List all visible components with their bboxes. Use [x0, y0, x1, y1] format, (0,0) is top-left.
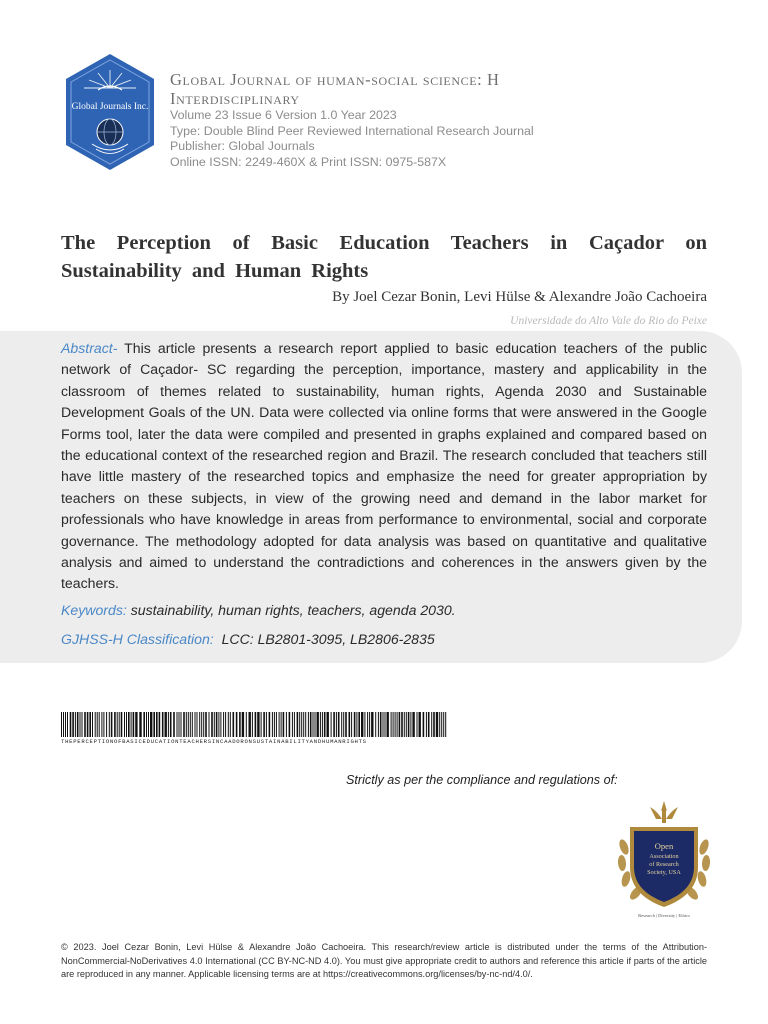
barcode-bar	[343, 712, 344, 737]
barcode-bar	[179, 712, 180, 737]
copyright-notice: © 2023. Joel Cezar Bonin, Levi Hülse & Alexandre João Cachoeira. This research/review article is distributed under the terms of the Attribution-NonCommercial-NoDerivatives 4.0 International (CC BY-NC-ND 4.0). You must give appropriate credit to authors and reference this article if parts of the article are reproduced in any manner. Applicable licensing terms are at https://creativecommons.org/licenses/by-nc-nd/4.0/.	[61, 942, 707, 979]
barcode-bar	[406, 712, 407, 737]
barcode-bar	[236, 712, 238, 737]
barcode-bar	[220, 712, 221, 737]
barcode-bar	[380, 712, 382, 737]
barcode-bar	[408, 712, 410, 737]
classification	[61, 631, 435, 647]
issn-line: Online ISSN: 2249-460X & Print ISSN: 0975-587X	[170, 154, 447, 169]
barcode-bar	[67, 712, 68, 737]
volume-line: Volume 23 Issue 6 Version 1.0 Year 2023	[170, 108, 397, 122]
barcode-bar	[341, 712, 342, 737]
barcode-bar	[177, 712, 178, 737]
barcode-bar	[445, 712, 446, 737]
barcode-bar	[308, 712, 309, 737]
barcode-bar	[356, 712, 357, 737]
barcode-bar	[393, 712, 394, 737]
keywords-label: Keywords:	[61, 602, 127, 618]
barcode-bar	[173, 712, 175, 737]
barcode-bar	[223, 712, 224, 737]
barcode-bar	[276, 712, 277, 737]
barcode-bar	[128, 712, 130, 737]
barcode-bar	[119, 712, 120, 737]
svg-text:Open: Open	[654, 841, 674, 851]
barcode-bar	[378, 712, 379, 737]
barcode-bar	[146, 712, 147, 737]
barcode-bar	[338, 712, 340, 737]
keywords-text: sustainability, human rights, teachers, agenda 2030.	[126, 602, 456, 618]
barcode-bar	[162, 712, 164, 737]
barcode-bar	[242, 712, 244, 737]
barcode-bar	[209, 712, 210, 737]
barcode-bar	[283, 712, 285, 737]
barcode-bar	[269, 712, 271, 737]
barcode-bar	[214, 712, 215, 737]
barcode-bar	[361, 712, 363, 737]
classification-label: GJHSS-H Classification:	[61, 631, 214, 647]
barcode-bar	[165, 712, 167, 737]
barcode-bar	[126, 712, 127, 737]
barcode-bar	[410, 712, 411, 737]
barcode-bar	[294, 712, 295, 737]
journal-title-line1: Global Journal of human-social science: H	[170, 70, 500, 89]
barcode-bar	[143, 712, 145, 737]
barcode-bar	[124, 712, 125, 737]
barcode-bar	[133, 712, 135, 737]
global-journals-logo	[62, 52, 158, 172]
barcode-bar	[423, 712, 425, 737]
barcode-bar	[131, 712, 132, 737]
barcode-bar	[218, 712, 219, 737]
barcode-bar	[121, 712, 123, 737]
authors: By Joel Cezar Bonin, Levi Hülse & Alexandre João Cachoeira	[332, 289, 707, 305]
barcode-bar	[225, 712, 226, 737]
barcode-bar	[369, 712, 370, 737]
barcode-bar	[391, 712, 392, 737]
barcode-bar	[114, 712, 116, 737]
type-line: Type: Double Blind Peer Reviewed International Research Journal	[170, 123, 534, 138]
barcode-bar	[99, 712, 100, 737]
barcode-bar	[192, 712, 193, 737]
svg-text:Association: Association	[649, 853, 679, 860]
barcode-bar	[77, 712, 79, 737]
barcode-bar	[257, 712, 259, 737]
barcode-bar	[367, 712, 368, 737]
abstract	[61, 338, 707, 595]
barcode-bar	[190, 712, 191, 737]
barcode-bar	[286, 712, 287, 737]
barcode-bar	[70, 712, 72, 737]
barcode-bar	[333, 712, 335, 737]
barcode-bar	[441, 712, 442, 737]
barcode-bar	[230, 712, 231, 737]
barcode-bar	[303, 712, 304, 737]
barcode-bar	[404, 712, 405, 737]
keywords	[61, 602, 456, 618]
barcode-bar	[331, 712, 332, 737]
barcode-bar	[95, 712, 96, 737]
barcode-bar	[417, 712, 418, 737]
journal-title-line2: Interdisciplinary	[170, 89, 300, 108]
barcode-bar	[317, 712, 319, 737]
barcode-bar	[197, 712, 198, 737]
barcode-bar	[211, 712, 213, 737]
compliance-note: Strictly as per the compliance and regulations of:	[346, 773, 618, 787]
barcode-bar	[419, 712, 421, 737]
barcode-bar	[63, 712, 64, 737]
barcode-bar	[292, 712, 293, 737]
barcode-bar	[345, 712, 347, 737]
barcode-bar	[349, 712, 351, 737]
barcode-bar	[150, 712, 152, 737]
svg-text:Society, USA: Society, USA	[647, 869, 681, 876]
barcode-bar	[279, 712, 280, 737]
publisher-line: Publisher: Global Journals	[170, 139, 315, 153]
barcode-bar	[159, 712, 161, 737]
barcode-bar	[239, 712, 241, 737]
barcode-bar	[153, 712, 155, 737]
barcode-bar	[72, 712, 74, 737]
barcode-bar	[397, 712, 398, 737]
barcode-bar	[412, 712, 414, 737]
open-association-seal	[612, 797, 716, 921]
barcode-bar	[168, 712, 169, 737]
barcode-bar	[233, 712, 235, 737]
barcode-bar	[443, 712, 444, 737]
barcode-bar	[431, 712, 432, 737]
barcode-bar	[75, 712, 76, 737]
barcode-bar	[426, 712, 427, 737]
svg-text:Research | Diversity | Ethics: Research | Diversity | Ethics	[638, 913, 690, 918]
barcode-bar	[65, 712, 66, 737]
barcode-bar	[181, 712, 182, 737]
barcode-bar	[203, 712, 204, 737]
barcode	[61, 712, 449, 737]
svg-text:of Research: of Research	[649, 861, 679, 868]
barcode-bar	[299, 712, 300, 737]
barcode-bar	[324, 712, 326, 737]
barcode-bar	[436, 712, 438, 737]
journal-header	[170, 70, 730, 170]
barcode-bar	[395, 712, 396, 737]
svg-text:Global Journals Inc.: Global Journals Inc.	[71, 102, 149, 112]
barcode-bar	[170, 712, 172, 737]
barcode-bar	[313, 712, 314, 737]
barcode-bar	[322, 712, 323, 737]
barcode-bar	[263, 712, 265, 737]
barcode-bar	[80, 712, 81, 737]
barcode-text: THEPERCEPTIONOFBASICEDUCATIONTEACHERSINCAADORONSUSTAINABILITYANDHUMANRIGHTS	[61, 738, 367, 745]
barcode-bar	[111, 712, 113, 737]
barcode-bar	[92, 712, 93, 737]
barcode-bar	[401, 712, 403, 737]
barcode-bar	[383, 712, 384, 737]
barcode-bar	[375, 712, 376, 737]
barcode-bar	[371, 712, 373, 737]
barcode-bar	[87, 712, 89, 737]
barcode-bar	[433, 712, 435, 737]
barcode-bar	[255, 712, 257, 737]
barcode-bar	[183, 712, 185, 737]
barcode-bar	[252, 712, 253, 737]
barcode-bar	[246, 712, 247, 737]
barcode-bar	[199, 712, 200, 737]
classification-text: LCC: LB2801-3095, LB2806-2835	[213, 631, 435, 647]
barcode-bar	[249, 712, 251, 737]
barcode-bar	[385, 712, 386, 737]
barcode-bar	[399, 712, 401, 737]
barcode-bar	[266, 712, 267, 737]
affiliation: Universidade do Alto Vale do Rio do Peixe	[510, 315, 707, 327]
barcode-bar	[297, 712, 299, 737]
barcode-bar	[97, 712, 98, 737]
abstract-label: Abstract-	[61, 340, 118, 356]
barcode-bar	[106, 712, 107, 737]
barcode-bar	[228, 712, 229, 737]
barcode-bar	[351, 712, 352, 737]
abstract-text: This article presents a research report applied to basic education teachers of the public network of Caçador- SC regarding the perception, importance, mastery and applicability in the classroom of themes related to sustainability, human rights, Agenda 2030 and Sustainable Development Goals of the UN. Data were collected via online forms that were answered in the Google Forms tool, later the data were compiled and presented in graphs explained and compared based on the educational context of the researched region and Brazil. The research concluded that teachers still have little mastery of the researched topics and emphasize the need for greater appropriation by teachers on these subjects, in view of the growing need and demand in the labor market for professionals who have knowledge in areas from performance to environmental, social and corporate governance. The methodology adopted for data analysis was based on quantitative and qualitative analysis and aimed to understand the contradictions and coherences in the answers given by the teachers.	[61, 340, 707, 592]
barcode-bar	[195, 712, 196, 737]
barcode-bar	[101, 712, 102, 737]
barcode-bar	[139, 712, 141, 737]
barcode-bar	[387, 712, 389, 737]
barcode-bar	[205, 712, 207, 737]
barcode-bar	[289, 712, 291, 737]
barcode-bar	[188, 712, 189, 737]
barcode-bar	[281, 712, 282, 737]
barcode-bar	[327, 712, 329, 737]
barcode-bar	[201, 712, 202, 737]
barcode-bar	[315, 712, 316, 737]
barcode-bar	[358, 712, 360, 737]
barcode-bar	[109, 712, 110, 737]
barcode-bar	[301, 712, 302, 737]
barcode-bar	[89, 712, 91, 737]
barcode-bar	[320, 712, 321, 737]
barcode-bar	[354, 712, 356, 737]
barcode-bar	[216, 712, 218, 737]
barcode-bar	[261, 712, 262, 737]
barcode-bar	[186, 712, 187, 737]
paper-title: The Perception of Basic Education Teachers in Caçador on Sustainability and Human Rights	[61, 232, 707, 282]
barcode-bar	[272, 712, 273, 737]
barcode-bar	[82, 712, 83, 737]
barcode-bar	[117, 712, 118, 737]
barcode-bar	[148, 712, 149, 737]
barcode-bar	[439, 712, 440, 737]
barcode-bar	[61, 712, 62, 737]
barcode-bar	[305, 712, 306, 737]
barcode-bar	[364, 712, 365, 737]
barcode-bar	[135, 712, 137, 737]
barcode-bar	[274, 712, 275, 737]
barcode-bar	[84, 712, 86, 737]
barcode-bar	[310, 712, 312, 737]
barcode-bar	[336, 712, 337, 737]
barcode-bar	[103, 712, 104, 737]
barcode-bar	[428, 712, 430, 737]
barcode-bar	[156, 712, 158, 737]
